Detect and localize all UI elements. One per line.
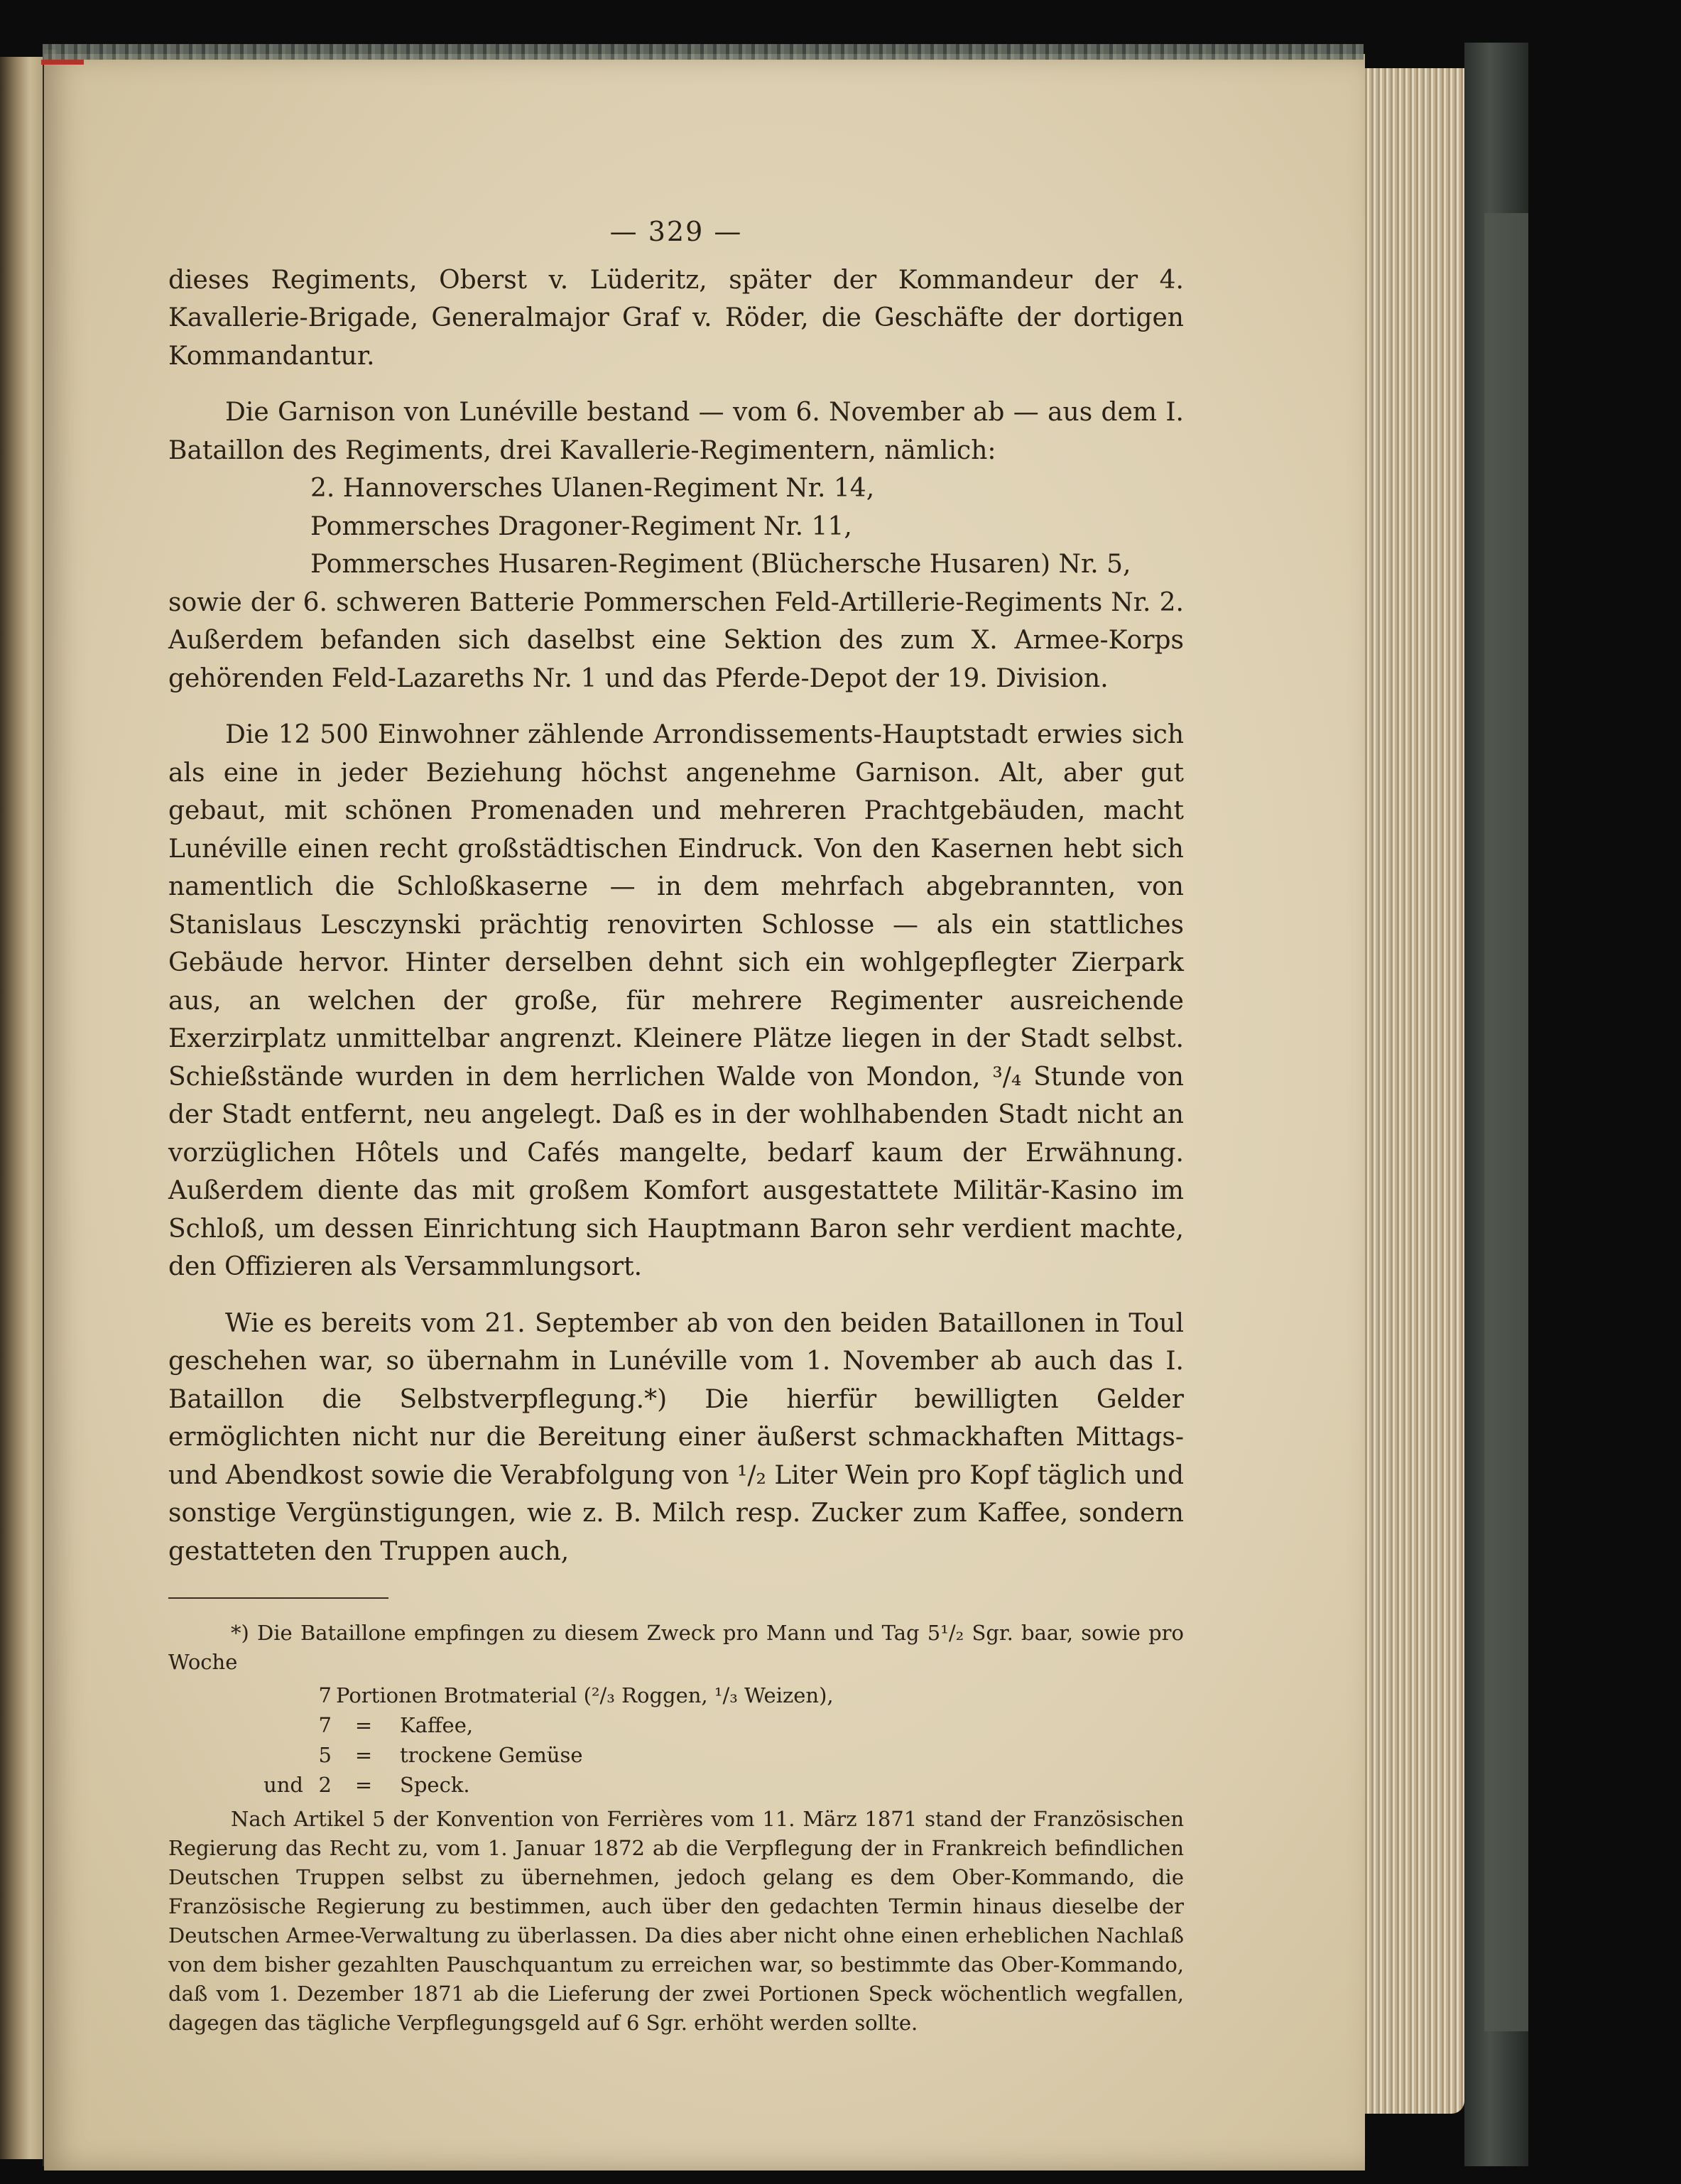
table-row (168, 1681, 834, 1711)
ditto-mark: = (354, 1773, 373, 1797)
page-number: — 329 — (609, 216, 743, 247)
portion-item: trockene Gemüse (400, 1743, 583, 1767)
paragraph-3: Die 12 500 Einwohner zählende Arrondissements-Hauptstadt erwies sich als eine in jeder Beziehung höchst angenehme Garnison. Alt, aber gut gebaut, mit schönen Promenaden und mehreren Prachtgebäuden, macht Lunéville einen recht großstädtischen Eindruck. Von den Kasernen hebt sich namentlich die Schloßkaserne — in dem mehrfach abgebrannten, von Stanislaus Lesczynski prächtig renovirten Schlosse — als ein stattliches Gebäude hervor. Hinter derselben dehnt sich ein wohlgepflegter Zierpark aus, an welchen der große, für mehrere Regimenter ausreichende Exerzirplatz unmittelbar angrenzt. Kleinere Plätze liegen in der Stadt selbst. Schießstände wurden in dem herrlichen Walde von Mondon, ³/₄ Stunde von der Stadt entfernt, neu angelegt. Daß es in der wohlhabenden Stadt nicht an vorzüglichen Hôtels und Cafés mangelte, bedarf kaum der Erwähnung. Außerdem diente das mit großem Komfort ausgestattete Militär-Kasino im Schloß, um dessen Einrichtung sich Hauptmann Baron sehr verdient machte, den Offizieren als Versammlungsort. (168, 720, 1184, 1281)
portion-item: Speck. (400, 1773, 470, 1797)
paragraph-2-rest: sowie der 6. schweren Batterie Pommerschen Feld-Artillerie-Regiments Nr. 2. Außerdem befanden sich daselbst eine Sektion des zum X. Armee-Korps gehörenden Feld-Lazareths Nr. 1 und das Pferde-Depot der 19. Division. (168, 587, 1184, 693)
table-row (168, 1741, 834, 1771)
bookmark-ribbon (41, 60, 84, 65)
paragraph-1: dieses Regiments, Oberst v. Lüderitz, später der Kommandeur der 4. Kavallerie-Brigade, Generalmajor Graf v. Röder, die Geschäfte der dortigen Kommandantur. (168, 265, 1184, 371)
portion-prefix (168, 1711, 310, 1741)
list-item: Pommersches Husaren-Regiment (Blüchersche Husaren) Nr. 5, (310, 550, 1131, 579)
footnote-divider (168, 1597, 388, 1599)
list-item: Pommersches Dragoner-Regiment Nr. 11, (310, 511, 852, 541)
ditto-mark: = (354, 1713, 373, 1737)
portion-prefix (168, 1681, 310, 1711)
portion-qty: 7 (318, 1683, 332, 1707)
ditto-mark: = (354, 1743, 373, 1767)
portion-qty: 7 (318, 1713, 332, 1737)
left-page-edge (0, 57, 43, 2159)
footnote-lead: *) Die Bataillone empfingen zu diesem Zweck pro Mann und Tag 5¹/₂ Sgr. baar, sowie pro Woche (168, 1621, 1184, 1674)
cover-spine-tape (1484, 213, 1528, 2031)
list-item: 2. Hannoversches Ulanen-Regiment Nr. 14, (310, 474, 875, 503)
portion-prefix: und (263, 1773, 303, 1797)
footnote-body: Nach Artikel 5 der Konvention von Ferrières vom 11. März 1871 stand der Französischen Regierung das Recht zu, vom 1. Januar 1872 ab die Verpflegung der in Frankreich befindlichen Deutschen Truppen selbst zu übernehmen, jedoch gelang es dem Ober-Kommando, die Französische Regierung zu bestimmen, auch über den gedachten Termin hinaus dieselbe der Deutschen Armee-Verwaltung zu überlassen. Da dies aber nicht ohne einen erheblichen Nachlaß von dem bisher gezahlten Pauschquantum zu erreichen war, so bestimmte das Ober-Kommando, daß vom 1. Dezember 1871 ab die Lieferung der zwei Portionen Speck wöchentlich wegfallen, dagegen das tägliche Verpflegungsgeld auf 6 Sgr. erhöht werden sollte. (168, 1807, 1184, 2035)
paragraph-2-intro: Die Garnison von Lunéville bestand — vom 6. November ab — aus dem I. Bataillon des Regiments, drei Kavallerie-Regimentern, nämlich: (168, 398, 1184, 465)
portion-table (168, 1681, 834, 1800)
paragraph-4: Wie es bereits vom 21. September ab von den beiden Bataillonen in Toul geschehen war, so übernahm in Lunéville vom 1. November ab auch das I. Bataillon die Selbstverpflegung.*) Die hierfür bewilligten Gelder ermöglichten nicht nur die Bereitung einer äußerst schmackhaften Mittags- und Abendkost sowie die Verabfolgung von ¹/₂ Liter Wein pro Kopf täglich und sonstige Vergünstigungen, wie z. B. Milch resp. Zucker zum Kaffee, sondern gestatteten den Truppen auch, (168, 1308, 1184, 1566)
regiment-list (168, 469, 1184, 584)
table-row (168, 1711, 834, 1741)
portion-item: Portionen Brotmaterial (²/₃ Roggen, ¹/₃ Weizen), (336, 1683, 834, 1707)
page-text (168, 213, 1184, 2038)
footnote (168, 1619, 1184, 2038)
portion-qty: 2 (318, 1773, 332, 1797)
portion-qty: 5 (318, 1743, 332, 1767)
table-row (168, 1771, 834, 1800)
portion-item: Kaffee, (400, 1713, 474, 1737)
portion-prefix (168, 1741, 310, 1771)
top-page-edge (43, 44, 1364, 60)
page-stack-edges (1365, 68, 1464, 2114)
